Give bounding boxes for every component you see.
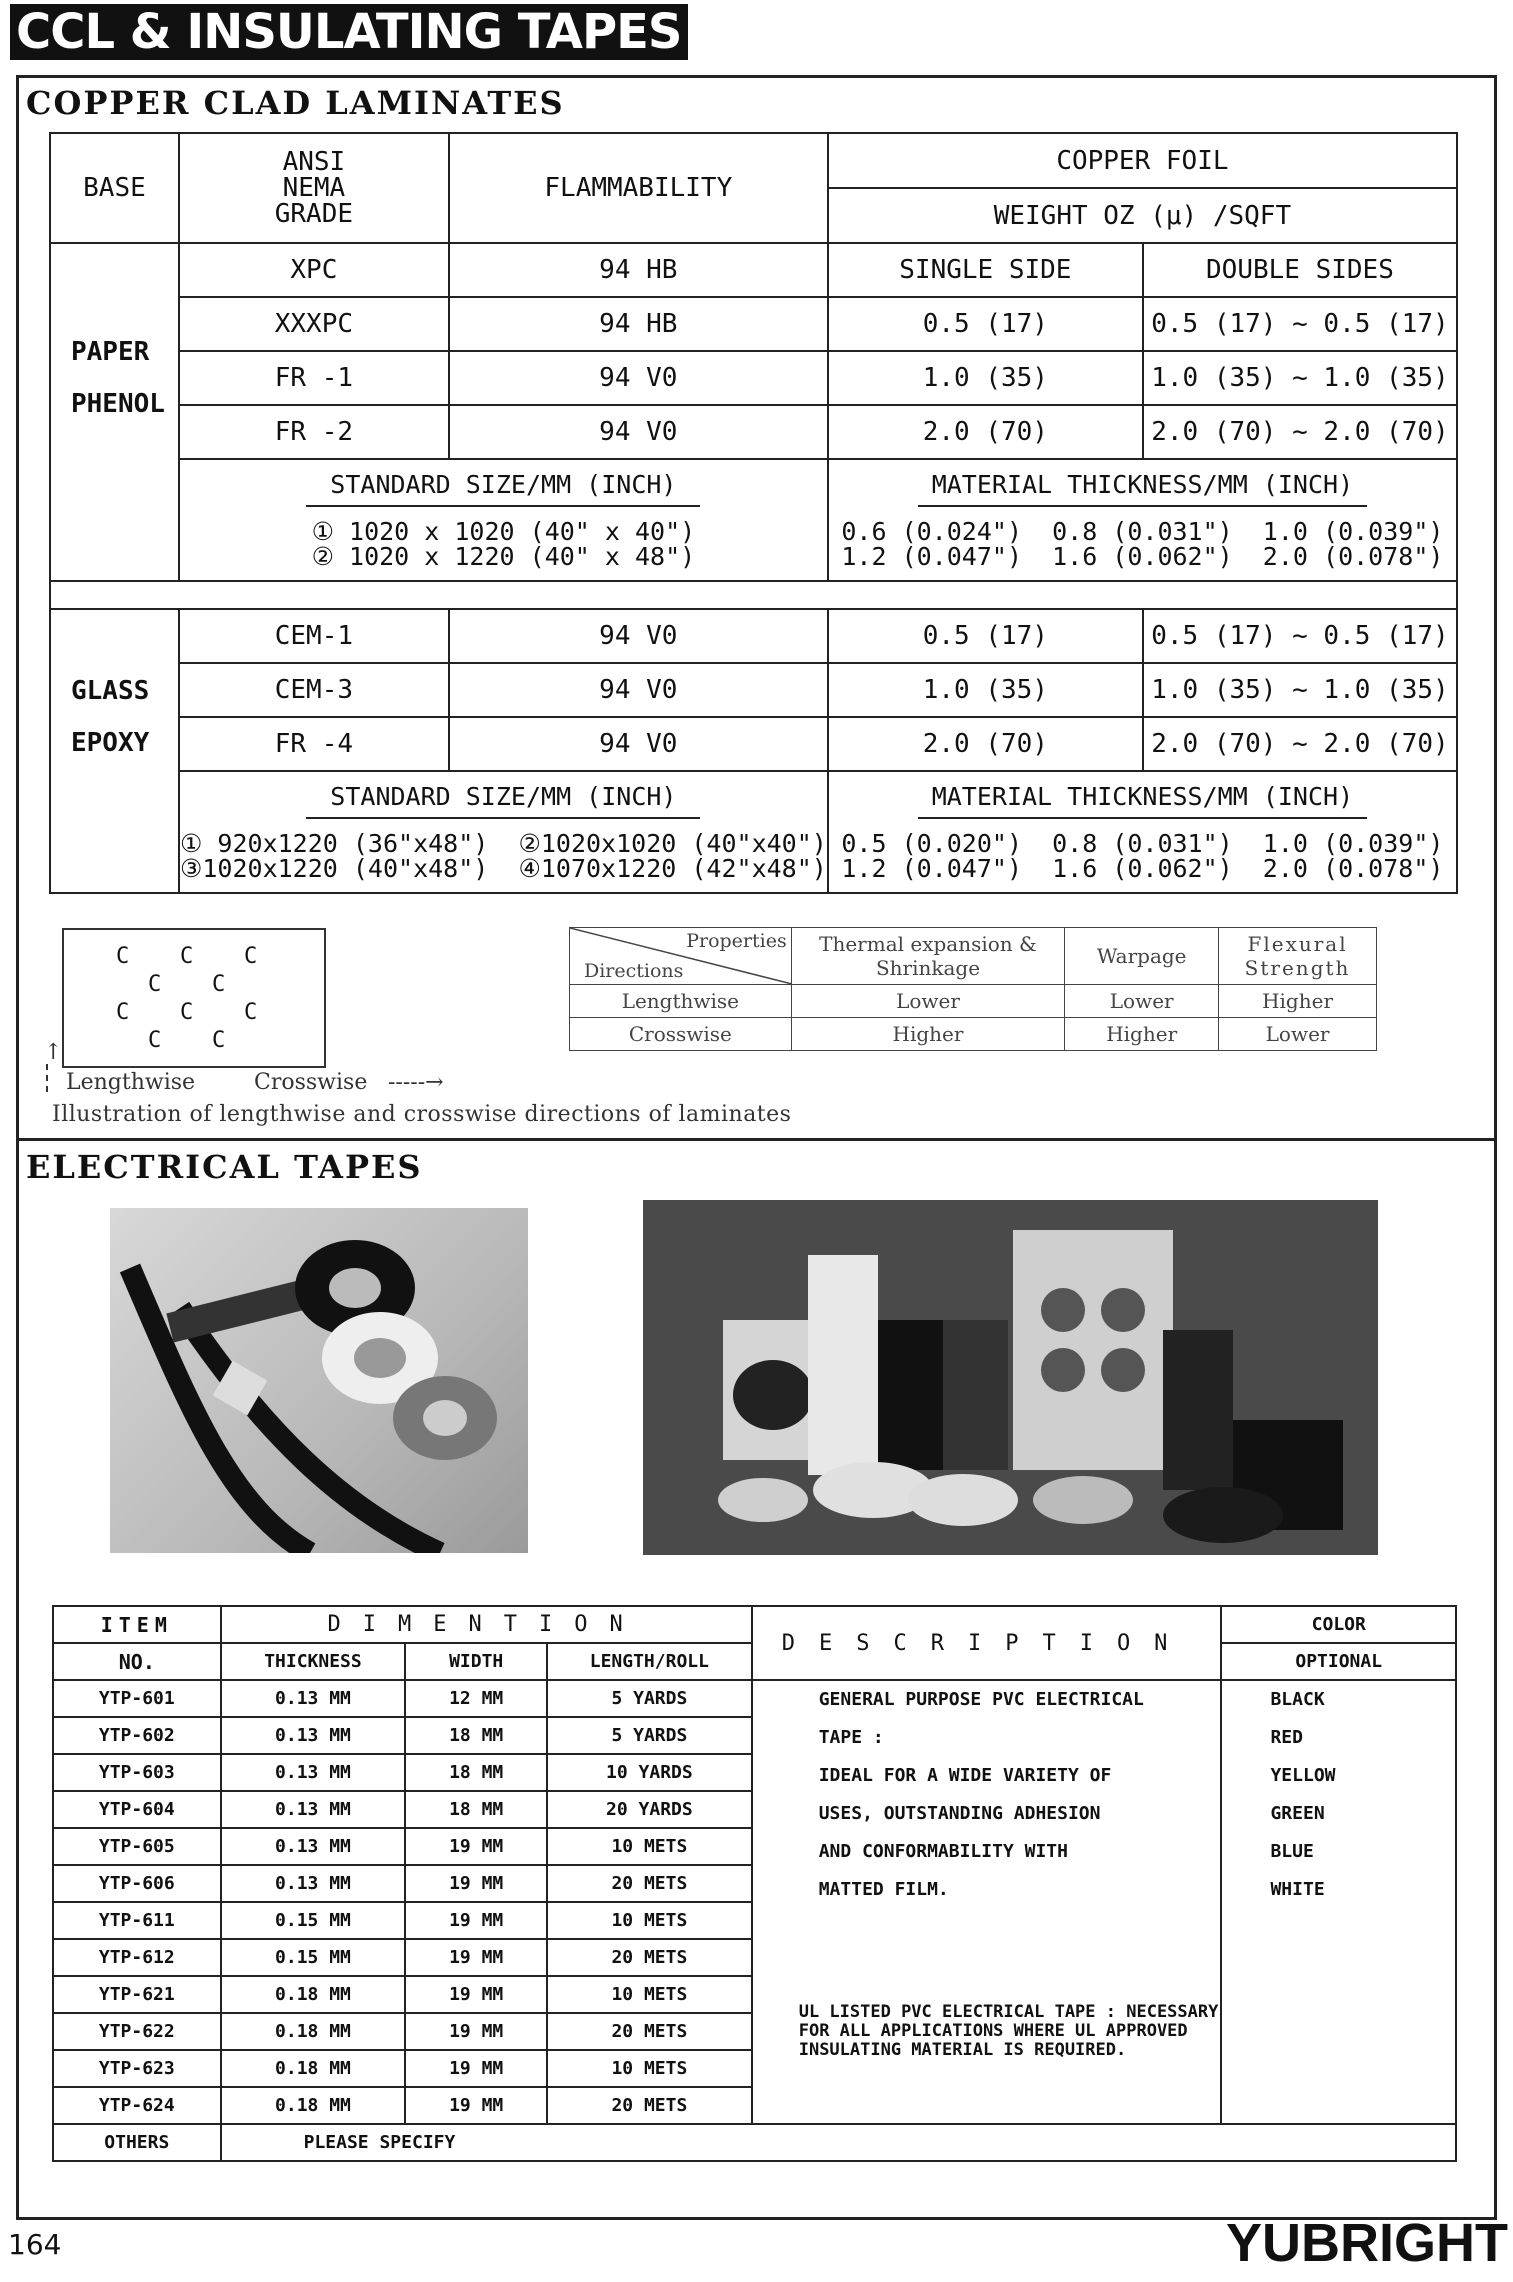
- page-title: CCL & INSULATING TAPES: [10, 4, 688, 60]
- header-item: ITEM: [53, 1606, 221, 1643]
- tape-l-8: 10 METS: [547, 1976, 752, 2013]
- base-phenol: PHENOL: [71, 388, 165, 419]
- ge-thickness-label-text: MATERIAL THICKNESS/MM (INCH): [918, 782, 1367, 819]
- tape-no-2: YTP-603: [53, 1754, 221, 1791]
- header-dimention: DIMENTION: [221, 1606, 752, 1643]
- tape-no-11: YTP-624: [53, 2087, 221, 2124]
- tape-no-8: YTP-621: [53, 1976, 221, 2013]
- ge-double-0: 0.5 (17) ~ 0.5 (17): [1143, 609, 1457, 663]
- tape-w-9: 19 MM: [405, 2013, 547, 2050]
- header-base: BASE: [50, 133, 179, 243]
- c-mark: C: [212, 1028, 226, 1053]
- header-grade: [179, 133, 449, 243]
- ccl-table: [49, 132, 1458, 894]
- tape-colors: [1221, 1680, 1456, 2124]
- lengthwise-label: Lengthwise: [66, 1070, 196, 1095]
- tape-t-2: 0.13 MM: [221, 1754, 406, 1791]
- ge-std-size-label-text: STANDARD SIZE/MM (INCH): [306, 782, 700, 819]
- tape-l-4: 10 METS: [547, 1828, 752, 1865]
- tapes-section-title: ELECTRICAL TAPES: [26, 1148, 423, 1186]
- tape-w-1: 18 MM: [405, 1717, 547, 1754]
- c-mark: C: [148, 972, 162, 997]
- base-epoxy: EPOXY: [71, 727, 150, 758]
- arrow-right-icon: -----→: [388, 1070, 444, 1095]
- tape-w-6: 19 MM: [405, 1902, 547, 1939]
- tape-t-4: 0.13 MM: [221, 1828, 406, 1865]
- please-specify: PLEASE SPECIFY: [221, 2124, 1456, 2161]
- pp-grade-0: XPC: [179, 243, 449, 297]
- c-mark: C: [116, 944, 130, 969]
- header-copper-foil: COPPER FOIL: [828, 133, 1457, 188]
- base-glass: GLASS: [71, 675, 150, 706]
- illustration-caption: Illustration of lengthwise and crosswise directions of laminates: [52, 1102, 792, 1127]
- ge-thickness-label: [828, 771, 1457, 820]
- header-thickness: THICKNESS: [221, 1643, 406, 1680]
- ccl-gap-row: [50, 581, 1457, 609]
- color-0: BLACK: [1270, 1689, 1325, 1710]
- tape-no-10: YTP-623: [53, 2050, 221, 2087]
- tape-w-8: 19 MM: [405, 1976, 547, 2013]
- props-row-dir-1: Crosswise: [570, 1018, 792, 1051]
- tape-t-0: 0.13 MM: [221, 1680, 406, 1717]
- pp-double-3: 2.0 (70) ~ 2.0 (70): [1143, 405, 1457, 459]
- tape-no-0: YTP-601: [53, 1680, 221, 1717]
- c-mark: C: [244, 944, 258, 969]
- ge-std-size-0: ① 920x1220 (36"x48") ②1020x1020 (40"x40"): [179, 829, 827, 858]
- props-row-dir-0: Lengthwise: [570, 985, 792, 1018]
- ge-single-1: 1.0 (35): [828, 663, 1143, 717]
- pp-thickness-0: 0.6 (0.024") 0.8 (0.031") 1.0 (0.039"): [841, 517, 1444, 546]
- ul-note-line-0: UL LISTED PVC ELECTRICAL TAPE : NECESSARY: [798, 2002, 1219, 2022]
- cable-tape-photo: [110, 1208, 528, 1553]
- tape-t-10: 0.18 MM: [221, 2050, 406, 2087]
- header-weight: WEIGHT OZ (μ) /SQFT: [828, 188, 1457, 243]
- c-mark: C: [180, 944, 194, 969]
- props-row-1-val-0: Higher: [791, 1018, 1065, 1051]
- tape-w-10: 19 MM: [405, 2050, 547, 2087]
- tape-l-0: 5 YARDS: [547, 1680, 752, 1717]
- tape-w-3: 18 MM: [405, 1791, 547, 1828]
- tape-l-2: 10 YARDS: [547, 1754, 752, 1791]
- pp-std-size-1: ② 1020 x 1220 (40" x 48"): [311, 542, 696, 571]
- tape-no-7: YTP-612: [53, 1939, 221, 1976]
- pp-std-size-0: ① 1020 x 1020 (40" x 40"): [311, 517, 696, 546]
- props-col-warpage: Warpage: [1065, 928, 1219, 985]
- pp-flam-1: 94 HB: [449, 297, 828, 351]
- tape-w-5: 19 MM: [405, 1865, 547, 1902]
- header-length: LENGTH/ROLL: [547, 1643, 752, 1680]
- tape-l-11: 20 METS: [547, 2087, 752, 2124]
- ge-single-2: 2.0 (70): [828, 717, 1143, 771]
- ge-std-sizes: [179, 820, 828, 893]
- pp-base-spacer: [50, 459, 179, 581]
- header-grade-grade: GRADE: [274, 199, 354, 229]
- pp-double-2: 1.0 (35) ~ 1.0 (35): [1143, 351, 1457, 405]
- ge-flam-2: 94 V0: [449, 717, 828, 771]
- header-double-sides: DOUBLE SIDES: [1143, 243, 1457, 297]
- pp-double-1: 0.5 (17) ~ 0.5 (17): [1143, 297, 1457, 351]
- tape-w-4: 19 MM: [405, 1828, 547, 1865]
- ge-thickness-0: 0.5 (0.020") 0.8 (0.031") 1.0 (0.039"): [841, 829, 1444, 858]
- props-row-1-val-2: Lower: [1219, 1018, 1377, 1051]
- assorted-tapes-photo: [643, 1200, 1378, 1555]
- desc-line-3: USES, OUTSTANDING ADHESION: [818, 1803, 1101, 1824]
- props-row-0-val-0: Lower: [791, 985, 1065, 1018]
- header-width: WIDTH: [405, 1643, 547, 1680]
- color-4: BLUE: [1270, 1841, 1314, 1862]
- ul-note-line-2: INSULATING MATERIAL IS REQUIRED.: [798, 2040, 1127, 2060]
- header-grade-nema: NEMA: [282, 173, 346, 203]
- pp-std-sizes: [179, 508, 828, 581]
- tape-t-6: 0.15 MM: [221, 1902, 406, 1939]
- tape-no-9: YTP-622: [53, 2013, 221, 2050]
- base-paper: PAPER: [71, 336, 150, 367]
- props-corner-top: Properties: [686, 930, 787, 952]
- props-corner-cell: [570, 928, 792, 985]
- pp-grade-2: FR -1: [179, 351, 449, 405]
- props-row-1-val-1: Higher: [1065, 1018, 1219, 1051]
- props-row-0-val-1: Lower: [1065, 985, 1219, 1018]
- desc-line-5: MATTED FILM.: [818, 1879, 949, 1900]
- desc-line-4: AND CONFORMABILITY WITH: [818, 1841, 1068, 1862]
- tape-t-7: 0.15 MM: [221, 1939, 406, 1976]
- lengthwise-dash-line: [46, 1064, 49, 1092]
- c-mark: C: [212, 972, 226, 997]
- tape-t-8: 0.18 MM: [221, 1976, 406, 2013]
- pp-thicknesses: [828, 508, 1457, 581]
- color-1: RED: [1270, 1727, 1303, 1748]
- ge-single-0: 0.5 (17): [828, 609, 1143, 663]
- pp-grade-1: XXXPC: [179, 297, 449, 351]
- base-glass-epoxy: [50, 609, 179, 771]
- props-col-flexural: Flexural Strength: [1219, 928, 1377, 985]
- pp-std-size-label-text: STANDARD SIZE/MM (INCH): [306, 470, 700, 507]
- props-row-0-val-2: Higher: [1219, 985, 1377, 1018]
- pp-std-size-label: [179, 459, 828, 508]
- crosswise-label: Crosswise: [254, 1070, 368, 1095]
- tape-t-1: 0.13 MM: [221, 1717, 406, 1754]
- tape-no-4: YTP-605: [53, 1828, 221, 1865]
- ge-thicknesses: [828, 820, 1457, 893]
- desc-line-0: GENERAL PURPOSE PVC ELECTRICAL: [818, 1689, 1144, 1710]
- tape-l-3: 20 YARDS: [547, 1791, 752, 1828]
- tape-l-6: 10 METS: [547, 1902, 752, 1939]
- tape-no-5: YTP-606: [53, 1865, 221, 1902]
- header-grade-ansi: ANSI: [282, 147, 346, 177]
- ge-std-size-label: [179, 771, 828, 820]
- tape-t-9: 0.18 MM: [221, 2013, 406, 2050]
- desc-line-2: IDEAL FOR A WIDE VARIETY OF: [818, 1765, 1112, 1786]
- header-no: NO.: [53, 1643, 221, 1680]
- ul-note-line-1: FOR ALL APPLICATIONS WHERE UL APPROVED: [798, 2021, 1188, 2041]
- header-color: COLOR: [1221, 1606, 1456, 1643]
- ge-std-size-1: ③1020x1220 (40"x48") ④1070x1220 (42"x48"): [179, 854, 827, 883]
- assorted-tapes-illustration: [643, 1200, 1378, 1555]
- ge-base-spacer: [50, 771, 179, 893]
- header-description: DESCRIPTION: [752, 1606, 1222, 1680]
- pp-thickness-1: 1.2 (0.047") 1.6 (0.062") 2.0 (0.078"): [841, 542, 1444, 571]
- ge-double-1: 1.0 (35) ~ 1.0 (35): [1143, 663, 1457, 717]
- tape-description: [752, 1680, 1222, 2124]
- tape-t-5: 0.13 MM: [221, 1865, 406, 1902]
- color-2: YELLOW: [1270, 1765, 1336, 1786]
- tapes-table: [52, 1605, 1457, 2162]
- cable-tape-illustration: [110, 1208, 528, 1553]
- c-mark: C: [116, 1000, 130, 1025]
- tape-w-11: 19 MM: [405, 2087, 547, 2124]
- base-paper-phenol: [50, 243, 179, 459]
- tape-l-7: 20 METS: [547, 1939, 752, 1976]
- pp-single-3: 2.0 (70): [828, 405, 1143, 459]
- page-number: 164: [8, 2228, 62, 2261]
- tape-l-1: 5 YARDS: [547, 1717, 752, 1754]
- header-single-side: SINGLE SIDE: [828, 243, 1143, 297]
- pp-single-1: 0.5 (17): [828, 297, 1143, 351]
- tape-no-1: YTP-602: [53, 1717, 221, 1754]
- color-3: GREEN: [1270, 1803, 1325, 1824]
- desc-line-1: TAPE :: [818, 1727, 884, 1748]
- tape-w-2: 18 MM: [405, 1754, 547, 1791]
- header-flammability: FLAMMABILITY: [449, 133, 828, 243]
- header-optional: OPTIONAL: [1221, 1643, 1456, 1680]
- c-mark: C: [244, 1000, 258, 1025]
- c-mark: C: [148, 1028, 162, 1053]
- tape-l-10: 10 METS: [547, 2050, 752, 2087]
- tape-w-7: 19 MM: [405, 1939, 547, 1976]
- ge-grade-0: CEM-1: [179, 609, 449, 663]
- pp-thickness-label-text: MATERIAL THICKNESS/MM (INCH): [918, 470, 1367, 507]
- arrow-up-icon: ↑: [44, 1040, 63, 1065]
- ge-flam-1: 94 V0: [449, 663, 828, 717]
- ccl-section-title: COPPER CLAD LAMINATES: [26, 84, 565, 122]
- tape-no-3: YTP-604: [53, 1791, 221, 1828]
- tape-l-9: 20 METS: [547, 2013, 752, 2050]
- ge-double-2: 2.0 (70) ~ 2.0 (70): [1143, 717, 1457, 771]
- c-mark: C: [180, 1000, 194, 1025]
- pp-flam-3: 94 V0: [449, 405, 828, 459]
- pp-grade-3: FR -2: [179, 405, 449, 459]
- pp-thickness-label: [828, 459, 1457, 508]
- properties-table: [569, 927, 1377, 1051]
- pp-flam-2: 94 V0: [449, 351, 828, 405]
- section-divider: [16, 1138, 1497, 1141]
- tape-others: OTHERS: [53, 2124, 221, 2161]
- props-col-thermal: Thermal expansion & Shrinkage: [791, 928, 1065, 985]
- tape-w-0: 12 MM: [405, 1680, 547, 1717]
- tape-no-6: YTP-611: [53, 1902, 221, 1939]
- ul-note: [799, 2003, 1219, 2060]
- direction-illustration: [62, 928, 326, 1068]
- ge-thickness-1: 1.2 (0.047") 1.6 (0.062") 2.0 (0.078"): [841, 854, 1444, 883]
- pp-flam-0: 94 HB: [449, 243, 828, 297]
- tape-l-5: 20 METS: [547, 1865, 752, 1902]
- tape-t-11: 0.18 MM: [221, 2087, 406, 2124]
- pp-single-2: 1.0 (35): [828, 351, 1143, 405]
- tape-t-3: 0.13 MM: [221, 1791, 406, 1828]
- brand-name: YUBRIGHT: [1226, 2213, 1508, 2273]
- ge-grade-1: CEM-3: [179, 663, 449, 717]
- color-5: WHITE: [1270, 1879, 1325, 1900]
- ge-grade-2: FR -4: [179, 717, 449, 771]
- props-corner-bottom: Directions: [584, 960, 684, 982]
- ge-flam-0: 94 V0: [449, 609, 828, 663]
